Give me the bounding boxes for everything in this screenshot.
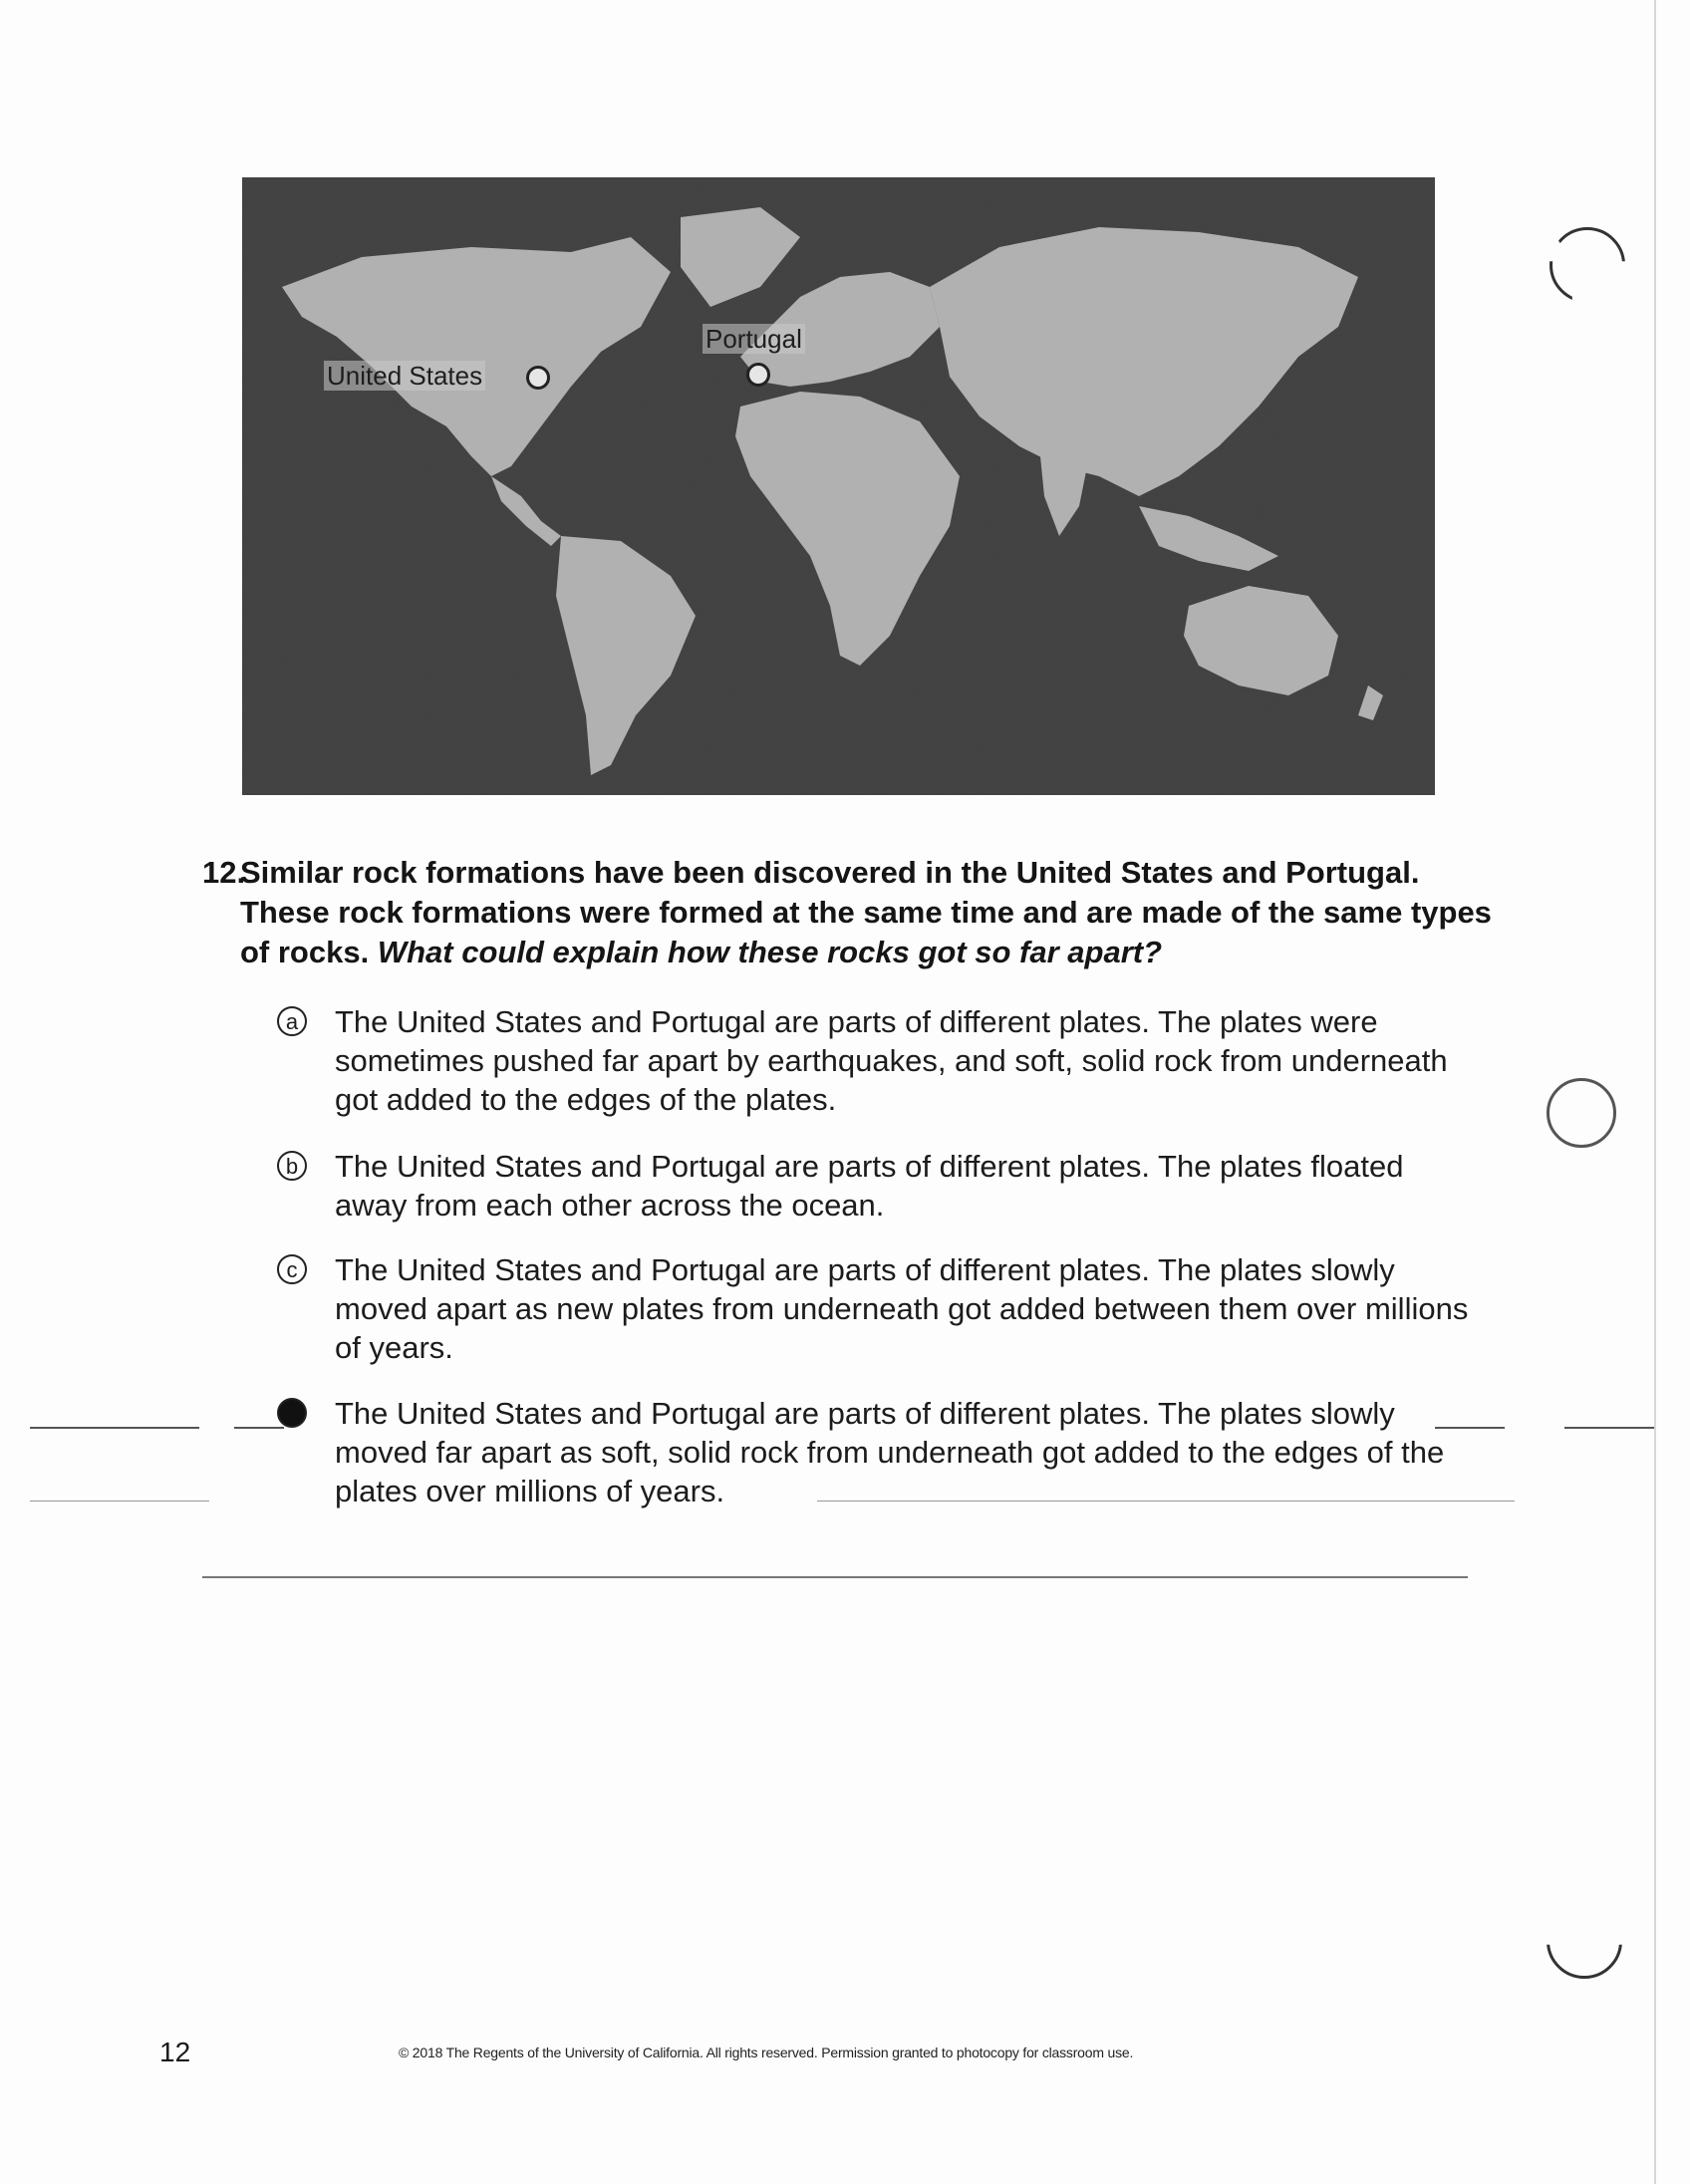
option-a-text: The United States and Portugal are parts of different plates. The plates were sometimes pushed far apart by earthquakes, and soft, solid rock from underneath got added to the edges of the plates.	[335, 1004, 1448, 1117]
question-text-wrapper	[240, 853, 1498, 972]
option-b-bubble[interactable]: b	[277, 1151, 307, 1181]
page-number: 12	[159, 2037, 191, 2067]
binder-hole-middle	[1547, 1078, 1616, 1148]
portugal-marker	[746, 363, 770, 387]
option-c-bubble[interactable]: c	[277, 1254, 307, 1284]
scan-artifact-line	[234, 1427, 284, 1429]
scan-artifact-line	[30, 1427, 199, 1429]
question-text: Similar rock formations have been discovered in the United States and Portugal. These rock formations were formed at the same time and are made of the same types of rocks.	[240, 855, 1492, 969]
question-number: 12.	[202, 855, 246, 890]
world-map-graphic	[242, 177, 1435, 795]
united-states-label: United States	[324, 361, 485, 391]
question-prompt: What could explain how these rocks got so far apart?	[377, 935, 1163, 969]
scan-artifact-line	[30, 1501, 209, 1502]
united-states-marker	[526, 366, 550, 390]
question-12	[202, 853, 1498, 972]
scan-artifact-line	[1435, 1427, 1505, 1429]
scan-edge	[1654, 0, 1656, 2184]
copyright-footer: © 2018 The Regents of the University of California. All rights reserved. Permission granted to photocopy for classroom use.	[399, 2045, 1134, 2060]
option-d[interactable]	[277, 1394, 1473, 1510]
binder-hole-bottom	[1547, 1903, 1622, 1979]
option-a[interactable]	[277, 1002, 1473, 1119]
option-d-text: The United States and Portugal are parts of different plates. The plates slowly moved far apart as soft, solid rock from underneath got added to the edges of the plates over millions of years.	[335, 1396, 1445, 1508]
map-grain	[242, 177, 1435, 795]
world-map	[242, 177, 1435, 795]
answer-divider-line	[202, 1576, 1468, 1578]
scan-artifact-line	[1564, 1427, 1654, 1429]
binder-hole-top	[1549, 227, 1625, 303]
option-b[interactable]	[277, 1147, 1473, 1225]
option-a-bubble[interactable]: a	[277, 1006, 307, 1036]
option-c[interactable]	[277, 1250, 1473, 1367]
option-c-text: The United States and Portugal are parts of different plates. The plates slowly moved apart as new plates from underneath got added between them over millions of years.	[335, 1252, 1469, 1365]
portugal-label: Portugal	[703, 324, 805, 354]
option-b-text: The United States and Portugal are parts of different plates. The plates floated away from each other across the ocean.	[335, 1149, 1404, 1223]
scan-artifact-line	[817, 1501, 1515, 1502]
option-d-bubble-selected[interactable]: d	[277, 1398, 307, 1428]
